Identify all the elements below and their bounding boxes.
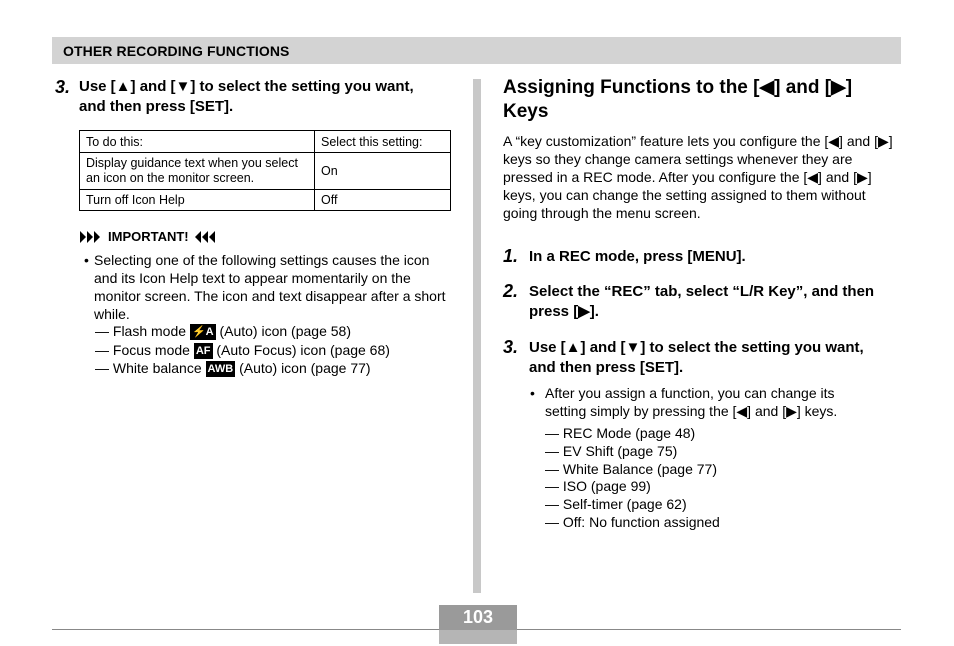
right-step-1-text: In a REC mode, press [MENU].: [529, 248, 746, 265]
column-divider: [473, 79, 481, 593]
option-item: — ISO (page 99): [545, 478, 651, 494]
flash-auto-icon: ⚡A: [191, 326, 214, 339]
table-cell: Display guidance text when you select an icon on the monitor screen.: [80, 153, 315, 190]
dash-line-prefix: — Flash mode: [95, 323, 187, 339]
important-right-arrows-icon: [195, 231, 217, 243]
important-notice-heading: [80, 229, 217, 244]
bullet-dot: •: [530, 385, 535, 401]
important-bullet-text: Selecting one of the following settings causes the icon and its Icon Help text to appear momentarily on the monitor screen. The icon and text disappear after a short while.: [94, 252, 446, 322]
table-row: [80, 190, 451, 211]
section-header-title: OTHER RECORDING FUNCTIONS: [63, 43, 290, 59]
section-title: Assigning Functions to the [◀] and [▶] Keys: [503, 77, 853, 122]
right-step-1-number: 1.: [503, 246, 519, 266]
right-step-3-text: Use [▲] and [▼] to select the setting you want, and then press [SET].: [529, 339, 864, 376]
table-cell: Off: [315, 190, 451, 211]
intro-paragraph: A “key customization” feature lets you configure the [◀] and [▶] keys so they change camera settings whenever they are pressed in a REC mode. After you configure the [◀] and [▶] keys, you can change the setting assigned to them without going through the menu screen.: [503, 133, 893, 221]
important-left-arrows-icon: [80, 231, 102, 243]
bullet-dot: •: [84, 252, 89, 268]
section-header-bar: [52, 37, 901, 64]
table-cell: Turn off Icon Help: [80, 190, 315, 211]
page-number: 103: [439, 605, 517, 630]
dash-line-suffix: (Auto) icon (page 58): [219, 323, 351, 339]
table-cell: On: [315, 153, 451, 190]
auto-focus-icon: AF: [195, 345, 211, 358]
dash-line-prefix: — Focus mode: [95, 342, 190, 358]
option-item: — Self-timer (page 62): [545, 496, 687, 512]
option-item: — REC Mode (page 48): [545, 425, 696, 441]
table-header-cell: To do this:: [80, 131, 315, 153]
page-number-box: [439, 605, 517, 644]
right-step-2-text: Select the “REC” tab, select “L/R Key”, and then press [▶].: [529, 283, 875, 320]
left-step-3-text: Use [▲] and [▼] to select the setting you want, and then press [SET].: [79, 78, 414, 115]
auto-white-balance-icon: AWB: [207, 363, 234, 376]
option-item: — Off: No function assigned: [545, 514, 720, 530]
right-step-3-number: 3.: [503, 337, 519, 357]
option-item: — White Balance (page 77): [545, 461, 717, 477]
dash-line-suffix: (Auto) icon (page 77): [239, 360, 371, 376]
right-bullet-text: After you assign a function, you can change its setting simply by pressing the [◀] and [▶] keys.: [545, 385, 838, 419]
focus-mode-line: [95, 341, 390, 359]
table-header-cell: Select this setting:: [315, 131, 451, 153]
left-step-3-number: 3.: [55, 77, 71, 97]
table-header-row: [80, 131, 451, 153]
dash-line-suffix: (Auto Focus) icon (page 68): [216, 342, 390, 358]
white-balance-line: [95, 359, 371, 377]
table-row: [80, 153, 451, 190]
important-label: IMPORTANT!: [108, 229, 189, 244]
icon-help-settings-table: [79, 130, 451, 211]
page-number-tab: [439, 630, 517, 644]
flash-mode-line: [95, 322, 351, 340]
dash-line-prefix: — White balance: [95, 360, 202, 376]
right-step-2-number: 2.: [503, 281, 519, 301]
option-item: — EV Shift (page 75): [545, 443, 678, 459]
